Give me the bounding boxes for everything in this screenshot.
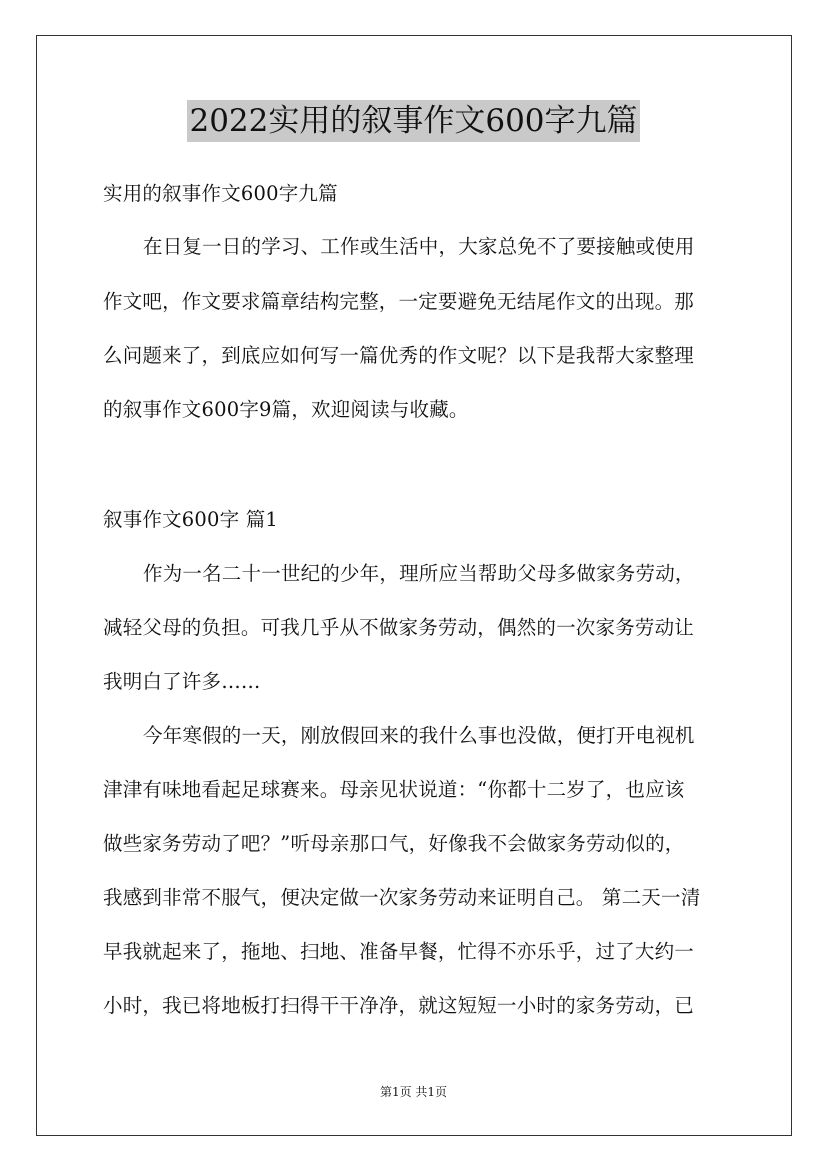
section-heading: 叙事作文600字 篇1 bbox=[103, 508, 279, 531]
page-footer bbox=[0, 1084, 827, 1100]
paragraph-line: 小时，我已将地板打扫得干干净净，就这短短一小时的家务劳动，已 bbox=[103, 994, 695, 1017]
paragraph-line: 今年寒假的一天，刚放假回来的我什么事也没做，便打开电视机 bbox=[143, 724, 695, 747]
paragraph-line: 津津有味地看起足球赛来。母亲见状说道：“你都十二岁了，也应该 bbox=[103, 778, 685, 801]
document-subtitle: 实用的叙事作文600字九篇 bbox=[103, 182, 338, 205]
paragraph-line: 作为一名二十一世纪的少年，理所应当帮助父母多做家务劳动， bbox=[143, 562, 695, 585]
intro-line: 作文吧，作文要求篇章结构完整，一定要避免无结尾作文的出现。那 bbox=[103, 290, 695, 313]
paragraph-line: 我明白了许多…… bbox=[103, 670, 261, 693]
page-number-label: 第1页 共1页 bbox=[379, 1085, 448, 1099]
intro-line: 的叙事作文600字9篇，欢迎阅读与收藏。 bbox=[103, 398, 469, 421]
paragraph-line: 我感到非常不服气，便决定做一次家务劳动来证明自己。 第二天一清 bbox=[103, 886, 701, 909]
intro-line: 在日复一日的学习、工作或生活中，大家总免不了要接触或使用 bbox=[143, 235, 695, 258]
title-container bbox=[0, 100, 827, 142]
paragraph-line: 早我就起来了，拖地、扫地、准备早餐，忙得不亦乐乎，过了大约一 bbox=[103, 940, 695, 963]
paragraph-line: 减轻父母的负担。可我几乎从不做家务劳动，偶然的一次家务劳动让 bbox=[103, 616, 695, 639]
paragraph-line: 做些家务劳动了吧？”听母亲那口气，好像我不会做家务劳动似的， bbox=[103, 832, 685, 855]
document-title: 2022实用的叙事作文600字九篇 bbox=[187, 100, 639, 142]
intro-line: 么问题来了，到底应如何写一篇优秀的作文呢？以下是我帮大家整理 bbox=[103, 344, 695, 367]
